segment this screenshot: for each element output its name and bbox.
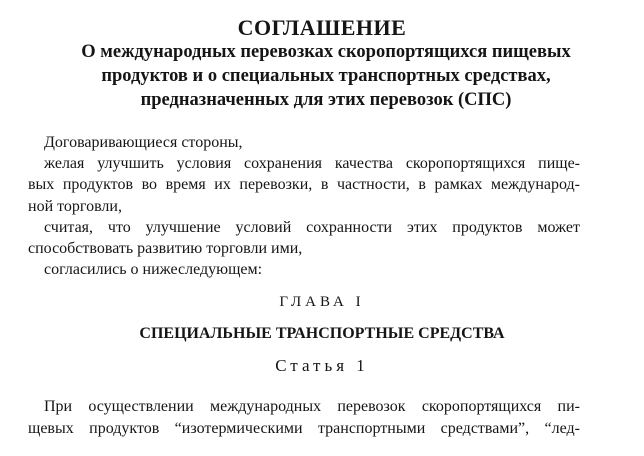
document-subtitle	[40, 40, 612, 112]
chapter-label: ГЛАВА I	[279, 294, 365, 310]
preamble	[28, 132, 580, 280]
preamble-line: ной торговли,	[28, 197, 122, 215]
article-line: щевых продуктов “изотермическими транспортными средствами”, “лед-	[28, 419, 580, 437]
preamble-line: способствовать развитию торговли ими,	[28, 239, 303, 257]
preamble-line: Договаривающиеся стороны,	[44, 134, 243, 151]
article-body	[28, 396, 580, 439]
preamble-line: считая, что улучшение условий сохранности этих продуктов может	[44, 218, 580, 236]
subtitle-line: О международных перевозках скоропортящихся пищевых	[81, 42, 571, 62]
document-title: СОГЛАШЕНИЕ	[237, 15, 407, 40]
subtitle-line: предназначенных для этих перевозок (СПС)	[140, 90, 512, 110]
subtitle-line: продуктов и о специальных транспортных средствах,	[101, 66, 551, 86]
article-line: При осуществлении международных перевозок скоропортящихся пи-	[44, 398, 580, 415]
preamble-line: согласились о нижеследующем:	[44, 261, 263, 279]
article-label: Статья 1	[275, 356, 369, 375]
preamble-line: вых продуктов во время их перевозки, в частности, в рамках международ-	[28, 176, 580, 194]
preamble-line: желая улучшить условия сохранения качества скоропортящихся пище-	[44, 155, 580, 173]
chapter-title: СПЕЦИАЛЬНЫЕ ТРАНСПОРТНЫЕ СРЕДСТВА	[139, 325, 505, 342]
